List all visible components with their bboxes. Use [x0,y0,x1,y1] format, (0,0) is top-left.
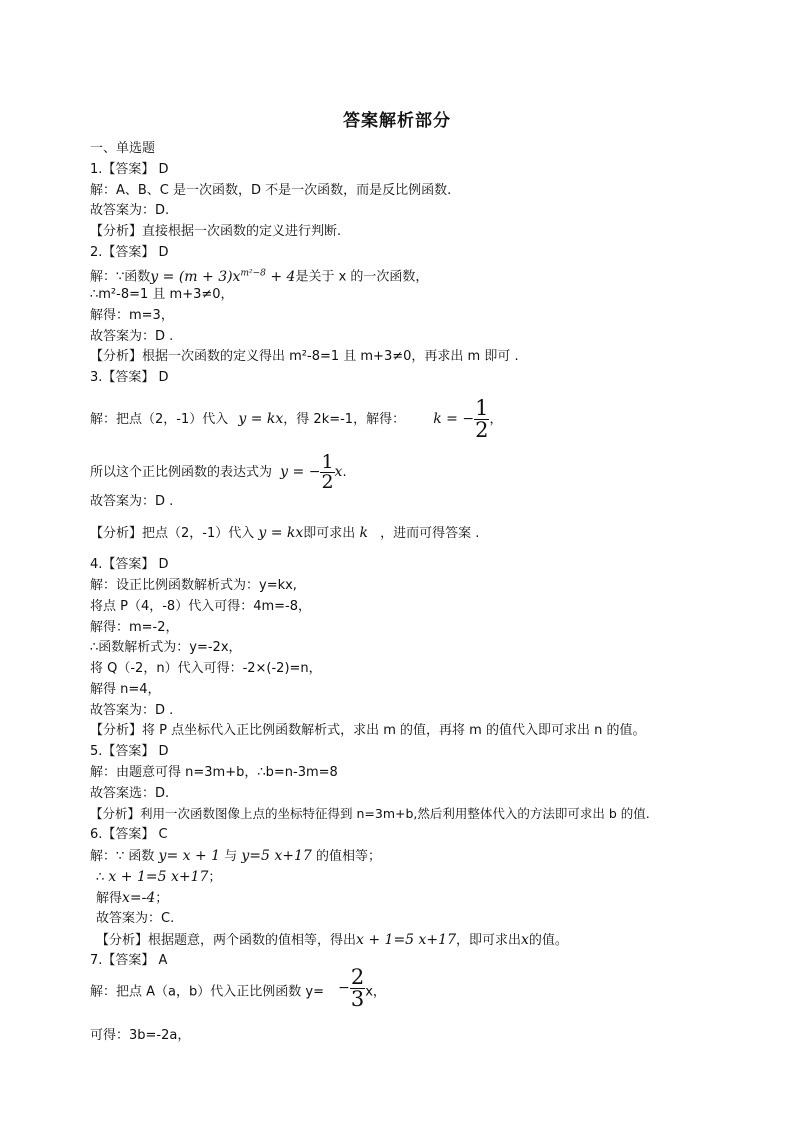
q7-fraction [350,964,365,1011]
q4-answer-head: 4.【答案】 D [90,557,169,572]
q3-y-fraction [320,453,334,492]
q3-y-equals: y = − [280,464,321,480]
q3-expression-line [90,452,347,492]
q3-analysis-line [90,524,479,542]
q7-solution-suffix: x， [365,984,386,1000]
q1-answer-head: 1.【答案】 D [90,162,169,177]
q7-solution-prefix: 解：把点 A（a，b）代入正比例函数 y= [90,984,324,1000]
q7-negative-sign: − [338,980,350,996]
q2-condition: ∴m²-8=1 且 m+3≠0， [90,287,234,302]
q6-result-line [96,889,168,907]
q1-final-answer: 故答案为：D. [90,203,170,218]
q2-solution-line [90,264,429,285]
q2-solution-prefix: 解：∵函数 [90,269,151,285]
q3-expression-prefix: 所以这个正比例函数的表达式为 [90,465,273,480]
q4-step-1: 解：设正比例函数解析式为：y=kx, [90,578,297,593]
q6-analysis-equation: x + 1=5 x+17 [356,932,456,948]
q6-analysis-middle: ，即可求出 [455,933,521,948]
q5-final-answer: 故答案选：D. [90,786,170,801]
q3-analysis-prefix: 【分析】把点（2，-1）代入 [90,526,255,541]
q6-analysis-prefix: 【分析】根据题意，两个函数的值相等，得出 [96,933,357,948]
q4-analysis: 【分析】将 P 点坐标代入正比例函数解析式，求出 m 的值，再将 m 的值代入即可求出 n 的值。 [90,723,646,738]
q2-formula-main: y = (m + 3)x [150,268,241,285]
q2-formula-exponent: m²−8 [240,268,266,278]
section-heading: 一、单选题 [90,141,156,156]
q4-step-6: 解得 n=4， [90,682,161,697]
q5-solution: 解：由题意可得 n=3m+b，∴b=n-3m=8 [90,765,338,780]
q7-denominator: 3 [350,986,365,1011]
q6-analysis-x: x [521,932,529,948]
q2-answer-head: 2.【答案】 D [90,245,169,260]
q3-analysis-suffix: ，进而可得答案 . [380,526,480,541]
q6-equation-tail: ； [208,870,222,885]
q3-k-equals: k = − [433,411,475,427]
q3-analysis-middle: 即可求出 [303,526,356,541]
q6-answer-head: 6.【答案】 C [90,827,168,842]
q7-solution-line [90,964,386,1014]
q3-analysis-k: k [359,525,368,541]
q6-solution-line [90,847,381,865]
q3-solution-prefix: 解：把点（2，-1）代入 [90,412,229,427]
q6-formula-1: y= x + 1 [158,848,221,864]
q2-formula [150,269,295,285]
q3-y-numerator: 1 [321,451,334,473]
q4-step-3: 解得：m=-2， [90,620,179,635]
q1-analysis: 【分析】直接根据一次函数的定义进行判断. [90,224,342,239]
q7-numerator: 2 [350,964,365,989]
q7-step-2: 可得：3b=-2a， [90,1028,191,1043]
q4-step-2: 将点 P（4，-8）代入可得：4m=-8， [90,599,311,614]
q3-final-answer: 故答案为：D . [90,494,174,509]
q6-equation-line [96,868,221,886]
q5-analysis: 【分析】利用一次函数图像上点的坐标特征得到 n=3m+b,然后利用整体代入的方法即可求出 b 的值. [90,806,650,821]
q2-analysis: 【分析】根据一次函数的定义得出 m²-8=1 且 m+3≠0，再求出 m 即可 . [90,349,519,364]
q3-solution-line [90,396,503,442]
q3-y-tail: . [342,465,347,480]
q6-therefore: ∴ [96,870,105,885]
q3-k-numerator: 1 [475,396,489,420]
q6-solution-and: 与 [224,849,238,864]
q6-equation: x + 1=5 x+17 [108,869,209,885]
q2-formula-tail: + 4 [265,268,296,285]
q4-step-5: 将 Q（-2，n）代入可得：-2×(-2)=n， [90,661,322,676]
q2-solution-suffix: 是关于 x 的一次函数， [295,269,429,285]
q4-step-4: ∴函数解析式为：y=-2x， [90,640,242,655]
q5-answer-head: 5.【答案】 D [90,744,169,759]
q3-formula: y = kx [238,411,284,427]
q2-result: 解得：m=3， [90,308,174,323]
q3-k-tail: ， [489,412,503,427]
q3-y-variable: x [334,464,343,480]
q6-final-answer: 故答案为：C. [96,911,175,926]
q3-solution-middle: ，得 2k=-1，解得： [283,412,406,427]
q6-result-value: x=-4 [122,890,156,906]
q6-analysis-suffix: 的值。 [528,933,568,948]
q3-k-fraction [474,398,489,441]
page-title: 答案解析部分 [343,111,451,131]
q2-final-answer: 故答案为：D . [90,329,174,344]
q6-solution-suffix: 的值相等； [315,849,381,864]
q3-k-denominator: 2 [475,418,489,442]
q6-formula-2: y=5 x+17 [241,848,312,864]
q7-answer-head: 7.【答案】 A [90,953,168,968]
q6-result-tail: ； [155,891,169,906]
q6-analysis-line [96,931,568,949]
q6-result-prefix: 解得 [96,891,123,906]
q3-analysis-formula: y = kx [258,525,304,541]
q1-solution: 解：A、B、C 是一次函数，D 不是一次函数，而是反比例函数. [90,183,452,198]
q6-solution-prefix: 解：∵ 函数 [90,849,155,864]
q3-y-denominator: 2 [321,471,334,493]
q3-answer-head: 3.【答案】 D [90,370,169,385]
q4-final-answer: 故答案为：D . [90,703,174,718]
